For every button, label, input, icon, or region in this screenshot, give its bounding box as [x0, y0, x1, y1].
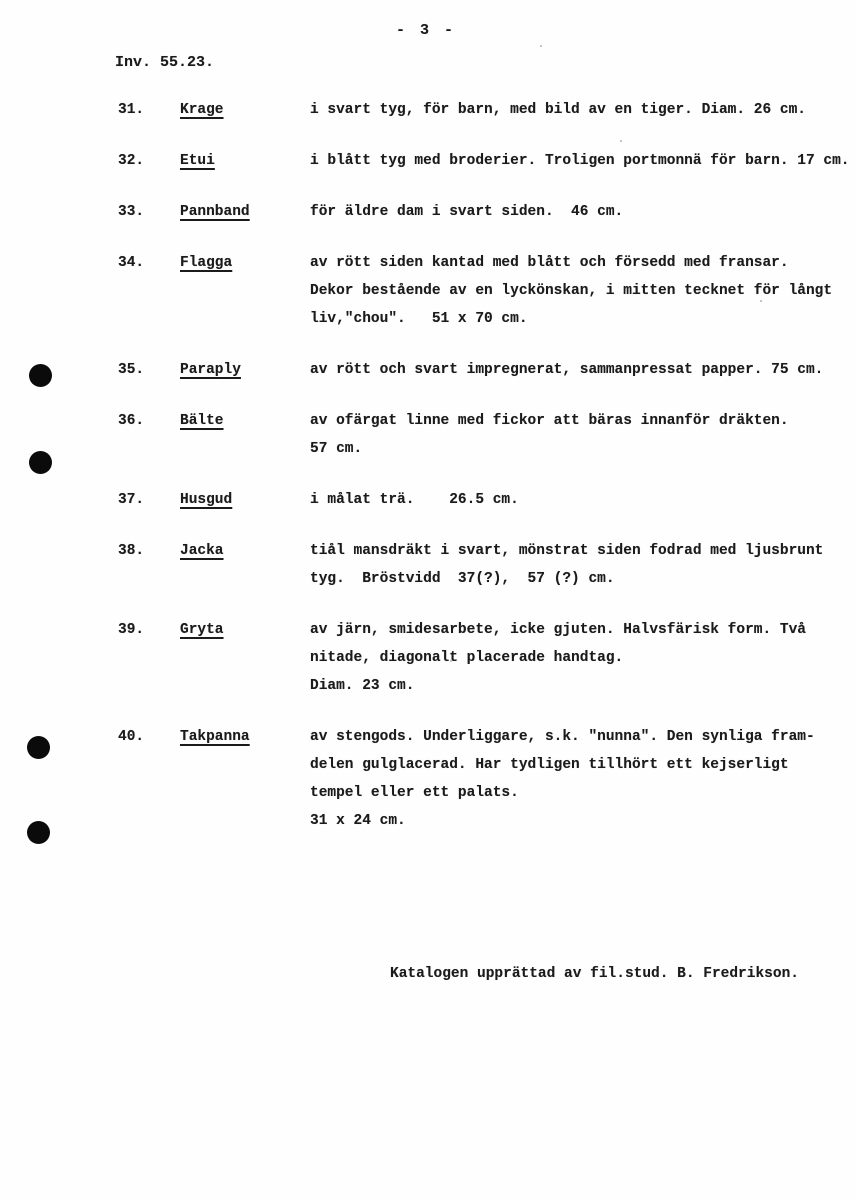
item-term: Jacka: [180, 543, 224, 559]
item-term: Bälte: [180, 413, 224, 429]
item-number: 35.: [118, 362, 145, 378]
item-row: [0, 96, 856, 124]
item-number: 36.: [118, 413, 145, 429]
item-term: Etui: [180, 153, 215, 169]
description-line: tempel eller ett palats.: [310, 785, 519, 801]
item-row: [0, 537, 856, 593]
description-line: av ofärgat linne med fickor att bäras innanför dräkten.: [310, 413, 789, 429]
punch-hole-mark: [27, 821, 50, 844]
description-line: i svart tyg, för barn, med bild av en tiger. Diam. 26 cm.: [310, 102, 806, 118]
item-number: 39.: [118, 622, 145, 638]
item-description: [310, 616, 856, 700]
description-line: för äldre dam i svart siden. 46 cm.: [310, 204, 624, 220]
description-line: av rött siden kantad med blått och försedd med fransar.: [310, 255, 789, 271]
scan-speck: [450, 660, 452, 662]
description-line: liv,"chou". 51 x 70 cm.: [310, 311, 528, 327]
item-row: [0, 356, 856, 384]
description-line: 31 x 24 cm.: [310, 813, 406, 829]
item-description: [310, 723, 856, 835]
item-description: [310, 96, 856, 124]
item-row: [0, 486, 856, 514]
description-line: av rött och svart impregnerat, sammanpressat papper. 75 cm.: [310, 362, 824, 378]
punch-hole-mark: [27, 736, 50, 759]
item-description: [310, 407, 856, 463]
description-line: 57 cm.: [310, 441, 363, 457]
item-number: 38.: [118, 543, 145, 559]
description-line: tiål mansdräkt i svart, mönstrat siden fodrad med ljusbrunt: [310, 543, 824, 559]
scan-speck: [620, 140, 622, 142]
description-line: i målat trä. 26.5 cm.: [310, 492, 519, 508]
item-description: [310, 198, 856, 226]
description-line: nitade, diagonalt placerade handtag.: [310, 650, 624, 666]
description-line: i blått tyg med broderier. Troligen portmonnä för barn. 17 cm.: [310, 153, 850, 169]
scan-speck: [760, 300, 762, 302]
item-list: [0, 96, 856, 858]
item-row: [0, 723, 856, 835]
item-term: Krage: [180, 102, 224, 118]
item-term: Takpanna: [180, 729, 250, 745]
item-term: Paraply: [180, 362, 241, 378]
punch-hole-mark: [29, 364, 52, 387]
description-line: av järn, smidesarbete, icke gjuten. Halvsfärisk form. Två: [310, 622, 806, 638]
item-description: [310, 537, 856, 593]
item-number: 31.: [118, 102, 145, 118]
item-row: [0, 407, 856, 463]
item-number: 34.: [118, 255, 145, 271]
item-description: [310, 356, 856, 384]
scan-speck: [540, 45, 542, 47]
item-description: [310, 147, 856, 175]
description-line: tyg. Bröstvidd 37(?), 57 (?) cm.: [310, 571, 615, 587]
description-line: Diam. 23 cm.: [310, 678, 415, 694]
item-number: 40.: [118, 729, 145, 745]
item-row: [0, 616, 856, 700]
description-line: Dekor bestående av en lyckönskan, i mitten tecknet för långt: [310, 283, 833, 299]
item-row: [0, 198, 856, 226]
item-description: [310, 486, 856, 514]
page-number: - 3 -: [396, 22, 457, 39]
item-number: 32.: [118, 153, 145, 169]
item-term: Husgud: [180, 492, 233, 508]
item-row: [0, 147, 856, 175]
description-line: av stengods. Underliggare, s.k. "nunna". Den synliga fram-: [310, 729, 815, 745]
item-number: 33.: [118, 204, 145, 220]
description-line: delen gulglacerad. Har tydligen tillhört ett kejserligt: [310, 757, 789, 773]
item-term: Flagga: [180, 255, 233, 271]
item-term: Gryta: [180, 622, 224, 638]
item-number: 37.: [118, 492, 145, 508]
item-term: Pannband: [180, 204, 250, 220]
inventory-label: Inv. 55.23.: [115, 54, 215, 71]
item-row: [0, 249, 856, 333]
item-description: [310, 249, 856, 333]
footer-note: Katalogen upprättad av fil.stud. B. Fredrikson.: [390, 966, 799, 982]
punch-hole-mark: [29, 451, 52, 474]
